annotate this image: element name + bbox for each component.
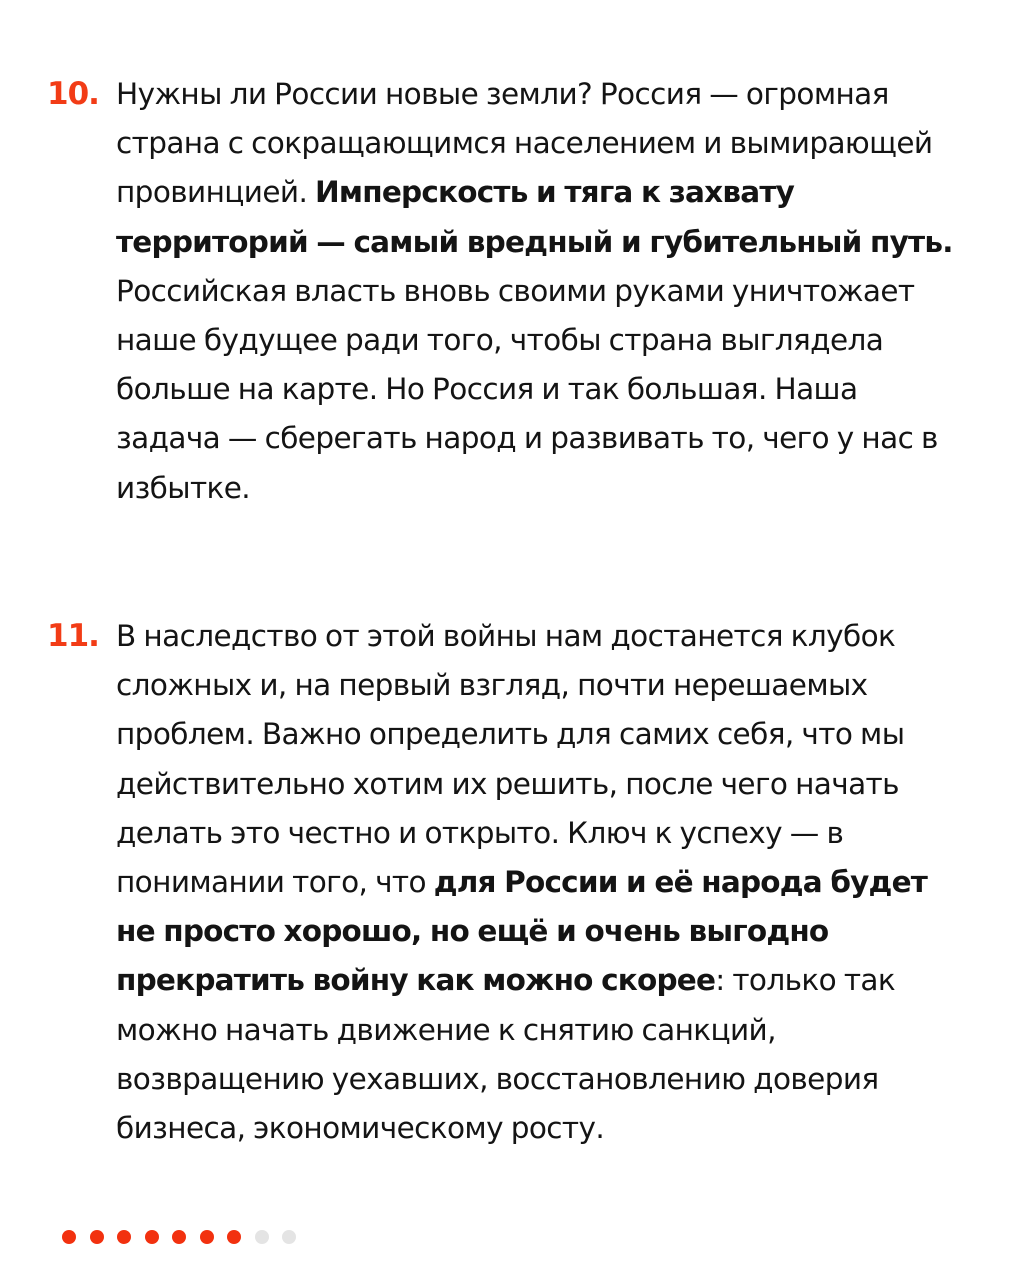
- pagination-dot-4[interactable]: [145, 1230, 159, 1244]
- pagination-dot-8[interactable]: [255, 1230, 269, 1244]
- item-number: 11.: [47, 618, 99, 654]
- item-text: [116, 70, 956, 513]
- pagination-dot-2[interactable]: [90, 1230, 104, 1244]
- item-text-emphasis: Имперскость и тяга к захвату территорий — самый вредный и губительный путь.: [116, 175, 953, 259]
- item-text-part: : только так можно начать движение к снятию санкций, возвращению уехавших, восстановлению доверия бизнеса, экономическому росту.: [116, 963, 896, 1146]
- item-text-part: В наследство от этой войны нам достанется клубок сложных и, на первый взгляд, почти нерешаемых проблем. Важно определить для самих себя, что мы действительно хотим их решить, после чего начать делать это честно и открыто. Ключ к успеху — в понимании того, что: [116, 619, 905, 900]
- pagination-dot-7[interactable]: [227, 1230, 241, 1244]
- item-text: [116, 612, 956, 1153]
- pagination-dot-3[interactable]: [117, 1230, 131, 1244]
- pagination-dot-5[interactable]: [172, 1230, 186, 1244]
- item-text-part: Нужны ли России новые земли? Россия — огромная страна с сокращающимся населением и вымирающей провинцией.: [116, 77, 933, 210]
- pagination-dot-1[interactable]: [62, 1230, 76, 1244]
- pagination-dots: [62, 1229, 310, 1245]
- item-text-emphasis: для России и её народа будет не просто хорошо, но ещё и очень выгодно прекратить войну как можно скорее: [116, 865, 928, 998]
- item-text-part: Российская власть вновь своими руками уничтожает наше будущее ради того, чтобы страна выглядела больше на карте. Но Россия и так большая. Наша задача — сберегать народ и развивать то, чего у нас в избытке.: [116, 273, 938, 505]
- pagination-dot-9[interactable]: [282, 1230, 296, 1244]
- pagination-dot-6[interactable]: [200, 1230, 214, 1244]
- item-number: 10.: [47, 76, 99, 112]
